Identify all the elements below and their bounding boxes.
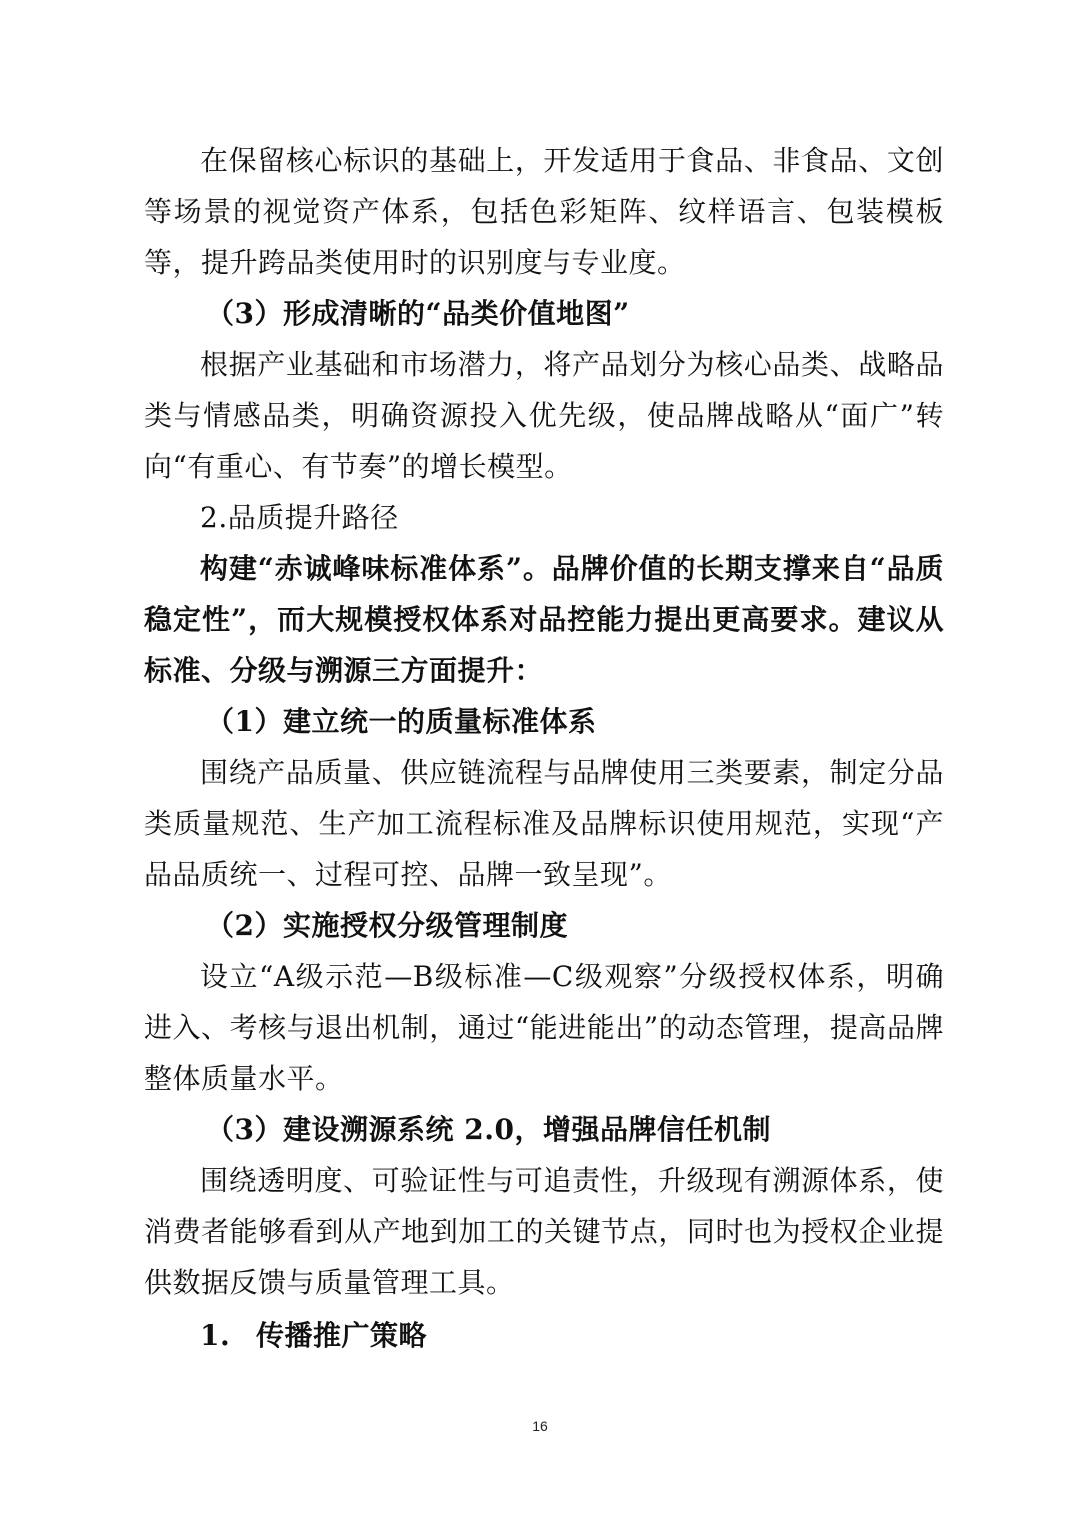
subheading-category-value-map: （3）形成清晰的“品类价值地图” — [206, 297, 630, 330]
paragraph-visual-assets: 在保留核心标识的基础上，开发适用于食品、非食品、文创等场景的视觉资产体系，包括色彩矩阵、纹样语言、包装模板等，提升跨品类使用时的识别度与专业度。 — [144, 144, 944, 279]
paragraph-quality-standard: 围绕产品质量、供应链流程与品牌使用三类要素，制定分品类质量规范、生产加工流程标准及品牌标识使用规范，实现“产品品质统一、过程可控、品牌一致呈现”。 — [144, 756, 944, 891]
paragraph-traceability: 围绕透明度、可验证性与可追责性，升级现有溯源体系，使消费者能够看到从产地到加工的关键节点，同时也为授权企业提供数据反馈与质量管理工具。 — [144, 1164, 944, 1299]
section-heading-promotion — [144, 1310, 944, 1361]
section-title: 传播推广策略 — [256, 1319, 428, 1352]
paragraph-graded-authorization: 设立“A级示范—B级标准—C级观察”分级授权体系，明确进入、考核与退出机制，通过“能进能出”的动态管理，提高品牌整体质量水平。 — [144, 960, 944, 1095]
section-number: 1. — [200, 1319, 231, 1352]
page-number: 16 — [532, 1418, 548, 1434]
subheading-quality-standard: （1）建立统一的质量标准体系 — [206, 705, 597, 738]
paragraph-category-division: 根据产业基础和市场潜力，将产品划分为核心品类、战略品类与情感品类，明确资源投入优先级，使品牌战略从“面广”转向“有重心、有节奏”的增长模型。 — [144, 348, 944, 483]
subheading-graded-authorization: （2）实施授权分级管理制度 — [206, 909, 568, 942]
heading-quality-path: 2.品质提升路径 — [200, 501, 399, 534]
paragraph-standard-system: 构建“赤诚峰味标准体系”。品牌价值的长期支撑来自“品质稳定性”，而大规模授权体系对品控能力提出更高要求。建议从标准、分级与溯源三方面提升： — [144, 552, 944, 687]
subheading-traceability: （3）建设溯源系统 2.0，增强品牌信任机制 — [206, 1113, 771, 1146]
document-body — [144, 135, 944, 1361]
